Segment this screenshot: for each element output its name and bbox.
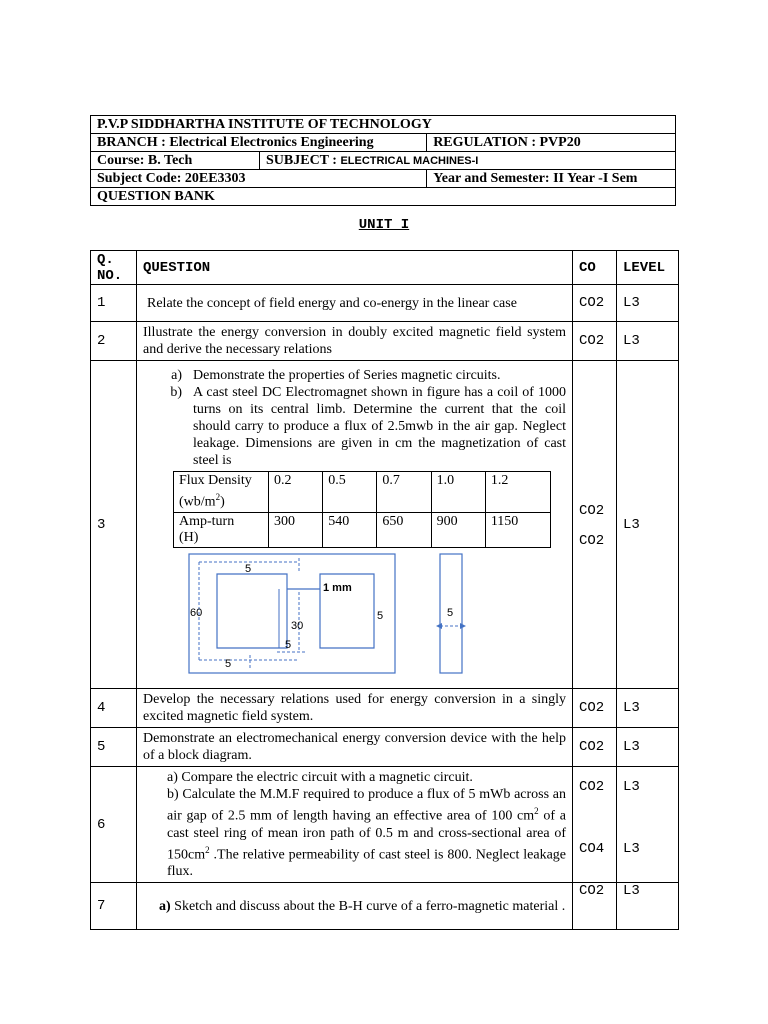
question-text	[137, 767, 573, 883]
co-a: CO2	[579, 779, 605, 795]
fig-dim-gap: 1 mm	[323, 581, 352, 594]
subject-code: Subject Code: 20EE3303	[91, 170, 427, 188]
level-b: L3	[623, 841, 640, 857]
fig-dim-bottom: 5	[225, 657, 232, 670]
course: Course: B. Tech	[91, 152, 260, 170]
question-text: Develop the necessary relations used for energy conversion in a singly excited magnetic field system.	[137, 689, 573, 728]
table-row	[91, 728, 679, 767]
subject-value: ELECTRICAL MACHINES-I	[340, 154, 479, 167]
fig-dim-side: 5	[447, 606, 454, 619]
electromagnet-figure	[187, 552, 517, 680]
header-question: QUESTION	[137, 251, 573, 285]
amp-turn-value: 540	[323, 512, 377, 547]
level: L3	[617, 285, 679, 322]
level: L3	[617, 361, 679, 689]
qno: 5	[91, 728, 137, 767]
amp-turn-value: 300	[269, 512, 323, 547]
amp-turn-value: 900	[431, 512, 485, 547]
question-table	[90, 250, 679, 930]
level: L3	[617, 728, 679, 767]
co-a: CO2	[579, 502, 605, 519]
sub-question-a: a) Compare the electric circuit with a magnetic circuit.	[167, 770, 473, 785]
co: CO2	[573, 728, 617, 767]
co: CO2	[573, 883, 617, 930]
amp-turn-value: 1150	[485, 512, 550, 547]
table-row	[91, 361, 679, 689]
co-b: CO2	[579, 532, 605, 549]
table-row	[91, 322, 679, 361]
fig-dim-center: 30	[291, 619, 304, 632]
magnetization-table	[173, 471, 551, 548]
subject	[260, 152, 676, 170]
regulation: REGULATION : PVP20	[427, 134, 676, 152]
header-co: CO	[573, 251, 617, 285]
institute-name: P.V.P SIDDHARTHA INSTITUTE OF TECHNOLOGY	[91, 116, 676, 134]
flux-value: 0.7	[377, 472, 431, 513]
subject-label: SUBJECT :	[266, 152, 337, 168]
fig-dim-left: 60	[190, 606, 203, 619]
header-table	[90, 115, 676, 206]
level: L3	[617, 689, 679, 728]
flux-density-label: Flux Density $(wb/m^2)$	[174, 472, 269, 513]
amp-turn-row	[174, 512, 551, 547]
flux-value: 1.0	[431, 472, 485, 513]
fig-dim-top: 5	[245, 562, 252, 575]
amp-turn-value: 650	[377, 512, 431, 547]
sub-question-a: a. Demonstrate the properties of Series magnetic circuits.	[189, 367, 566, 384]
table-row	[91, 883, 679, 930]
header-level: LEVEL	[617, 251, 679, 285]
co: CO2	[573, 689, 617, 728]
co: CO2	[573, 285, 617, 322]
branch: BRANCH : Electrical Electronics Engineering	[91, 134, 427, 152]
year-semester: Year and Semester: II Year -I Sem	[427, 170, 676, 188]
co-b: CO4	[579, 841, 605, 857]
flux-value: 0.5	[323, 472, 377, 513]
unit-title: UNIT I	[358, 217, 410, 233]
amp-turn-label: Amp-turn (H)	[174, 512, 269, 547]
qno: 4	[91, 689, 137, 728]
qno: 3	[91, 361, 137, 689]
header-qno: Q. NO.	[91, 251, 137, 285]
level: L3	[617, 883, 679, 930]
table-row	[91, 689, 679, 728]
flux-value: 1.2	[485, 472, 550, 513]
co	[573, 767, 617, 883]
level-a: L3	[623, 779, 640, 795]
question-bank-label: QUESTION BANK	[91, 188, 676, 206]
sub-question-b: b) Calculate the M.M.F required to produce a flux of 5 mWb across an air gap of 2.5 mm of length having an effective area of 100 $cm^2$ of a cast steel ring of mean iron path of 0.5 m and cross-sectional area of $150cm^2$ .The relative permeability of cast steel is 800. Neglect leakage flux.	[167, 787, 566, 880]
question-text: a) Sketch and discuss about the B-H curve of a ferro-magnetic material .	[137, 883, 573, 930]
fig-dim-center-bottom: 5	[285, 638, 292, 651]
sub-question-b: b. A cast steel DC Electromagnet shown in figure has a coil of 1000 turns on its central limb. Determine the current that the coil should carry to produce a flux of 2.5mwb in the air gap. Neglect leakage. Dimensions are given in cm the magnetization of cast steel is	[189, 384, 566, 469]
question-text: Illustrate the energy conversion in doubly excited magnetic field system and derive the necessary relations	[137, 322, 573, 361]
co	[573, 361, 617, 689]
qno: 1	[91, 285, 137, 322]
table-row	[91, 767, 679, 883]
flux-value: 0.2	[269, 472, 323, 513]
table-row	[91, 285, 679, 322]
flux-density-row	[174, 472, 551, 513]
qno: 7	[91, 883, 137, 930]
sub-marker: a)	[159, 898, 171, 914]
table-header-row	[91, 251, 679, 285]
level: L3	[617, 322, 679, 361]
co: CO2	[573, 322, 617, 361]
level	[617, 767, 679, 883]
qno: 2	[91, 322, 137, 361]
question-text	[137, 361, 573, 689]
sub-question-list	[143, 367, 566, 469]
question-text: Demonstrate an electromechanical energy conversion device with the help of a block diagram.	[137, 728, 573, 767]
question-text: Relate the concept of field energy and co-energy in the linear case	[137, 285, 573, 322]
fig-dim-right: 5	[377, 609, 384, 622]
qno: 6	[91, 767, 137, 883]
